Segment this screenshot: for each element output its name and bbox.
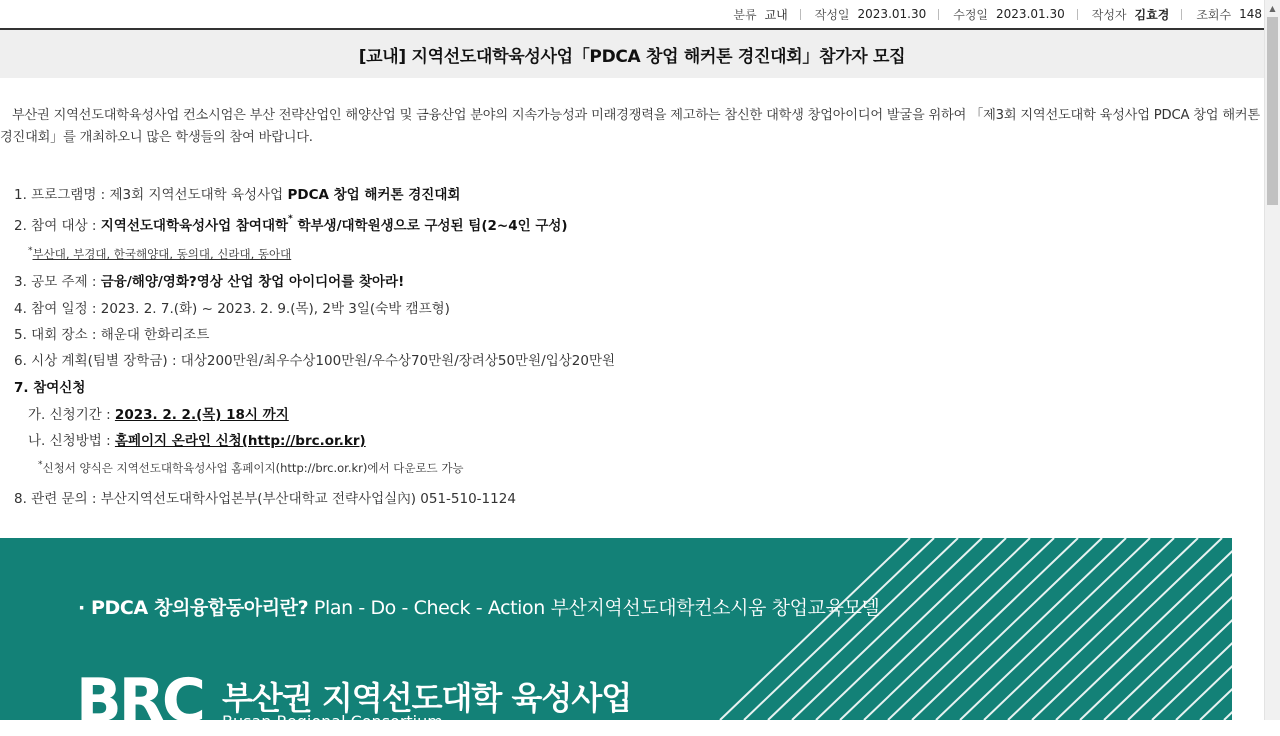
created-value: 2023.01.30 <box>857 7 927 21</box>
modified-label: 수정일 <box>953 7 989 22</box>
stripe-line <box>816 538 1006 720</box>
stripe-line <box>1008 538 1198 720</box>
views-label: 조회수 <box>1196 7 1232 22</box>
item-bold-text: PDCA 창업 해커톤 경진대회 <box>287 187 461 203</box>
stripe-line <box>1056 538 1246 720</box>
apply-method-link[interactable]: 홈페이지 온라인 신청(http://brc.or.kr) <box>114 433 366 449</box>
item-label: 1. 프로그램명 : <box>14 187 110 203</box>
stripe-line <box>1032 538 1222 720</box>
modified-value: 2023.01.30 <box>996 7 1065 21</box>
scrollbar-thumb[interactable] <box>1267 17 1278 205</box>
post-title: [교내] 지역선도대학육성사업「PDCA 창업 해커톤 경진대회」참가자 모집 <box>358 46 906 67</box>
stripe-line <box>984 538 1174 720</box>
stripe-line <box>1080 538 1270 720</box>
list-item-awards: 6. 시상 계획(팀별 장학금) : 대상200만원/최우수상100만원/우수상70만원/장려상50만원/입상20만원 <box>14 353 616 369</box>
item-bold-text: 금융/해양/영화?영상 산업 창업 아이디어를 찾아라! <box>100 274 405 290</box>
post-intro <box>0 105 1262 149</box>
footnote-mark: * <box>288 214 293 224</box>
stripe-line <box>936 538 1126 720</box>
footnote-mark: * <box>38 460 43 470</box>
item-text: 제3회 지역선도대학 육성사업 <box>109 187 288 203</box>
tagline-rest: Plan - Do - Check - Action 부산지역선도대학컨소시움 창업교육모델 <box>308 597 880 619</box>
author-value: 김효경 <box>1134 7 1170 22</box>
meta-divider <box>800 9 801 20</box>
footnote-mark: * <box>28 246 33 256</box>
stripe-line <box>744 538 934 720</box>
list-item-contact: 8. 관련 문의 : 부산지역선도대학사업본부(부산대학교 전략사업실內) 051-510-1124 <box>14 491 516 507</box>
item-label: 가. 신청기간 : <box>28 407 115 423</box>
meta-divider <box>938 9 939 20</box>
meta-divider <box>1077 9 1078 20</box>
stripe-line <box>768 538 958 720</box>
list-item-target <box>14 214 568 234</box>
item-label: 나. 신청방법 : <box>28 433 115 449</box>
vertical-scrollbar[interactable] <box>1264 0 1280 720</box>
category-label: 분류 <box>733 7 757 22</box>
stripe-line <box>960 538 1150 720</box>
post-meta-bar <box>0 0 1264 30</box>
list-item-note-universities <box>28 246 291 262</box>
views-value: 148 <box>1239 7 1262 21</box>
post-title-bar <box>0 30 1264 78</box>
list-item-note-form <box>38 460 464 476</box>
banner-tagline <box>78 593 879 620</box>
stripe-line <box>912 538 1102 720</box>
note-text: 부산대, 부경대, 한국해양대, 동의대, 신라대, 동아대 <box>32 247 292 261</box>
item-bold-text: 7. 참여신청 <box>14 380 86 396</box>
meta-divider <box>1181 9 1182 20</box>
item-label: 2. 참여 대상 : <box>14 218 101 234</box>
list-item-venue: 5. 대회 장소 : 해운대 한화리조트 <box>14 327 210 343</box>
list-item-apply-method <box>28 429 366 449</box>
note-text: 신청서 양식은 지역선도대학육성사업 홈페이지(http://brc.or.kr)에서 다운로드 가능 <box>42 461 464 475</box>
stripe-line <box>720 538 910 720</box>
stripe-line <box>864 538 1054 720</box>
list-item-schedule: 4. 참여 일정 : 2023. 2. 7.(화) ~ 2023. 2. 9.(목), 2박 3일(숙박 캠프형) <box>14 301 450 317</box>
brc-logo: BRC <box>76 666 203 736</box>
item-bold-text: 지역선도대학육성사업 참여대학 <box>100 218 289 234</box>
item-bold-text: 학부생/대학원생으로 구성된 팀(2~4인 구성) <box>292 218 568 234</box>
intro-text: 부산권 지역선도대학육성사업 컨소시엄은 부산 전략산업인 해양산업 및 금융산업 분야의 지속가능성과 미래경쟁력을 제고하는 참신한 대학생 창업아이디어 발굴을 위하여 「제3회 지역선도대학 육성사업 PDCA 창업 해커톤 경진대회」를 개최하오니 많은 학생들의 참여 바랍니다. <box>0 108 1260 145</box>
brc-org-sub: Busan Regional Consortium <box>222 712 443 731</box>
brc-banner-image <box>0 538 1232 736</box>
created-label: 작성일 <box>814 7 850 22</box>
stripe-line <box>1152 538 1280 720</box>
brc-org-name: 부산권 지역선도대학 육성사업 <box>222 679 632 717</box>
item-label: 3. 공모 주제 : <box>14 274 101 290</box>
list-item-apply <box>14 376 85 396</box>
stripe-line <box>840 538 1030 720</box>
stripe-line <box>888 538 1078 720</box>
tagline-bold: · PDCA 창의융합동아리란? <box>78 597 309 619</box>
stripe-line <box>792 538 982 720</box>
category-value: 교내 <box>764 7 788 22</box>
list-item-topic <box>14 270 404 290</box>
scroll-up-arrow-icon[interactable]: ▲ <box>1269 4 1276 13</box>
list-item-program <box>14 183 460 203</box>
list-item-apply-period <box>28 403 289 423</box>
apply-period-value: 2023. 2. 2.(목) 18시 까지 <box>114 407 289 423</box>
author-label: 작성자 <box>1091 7 1127 22</box>
